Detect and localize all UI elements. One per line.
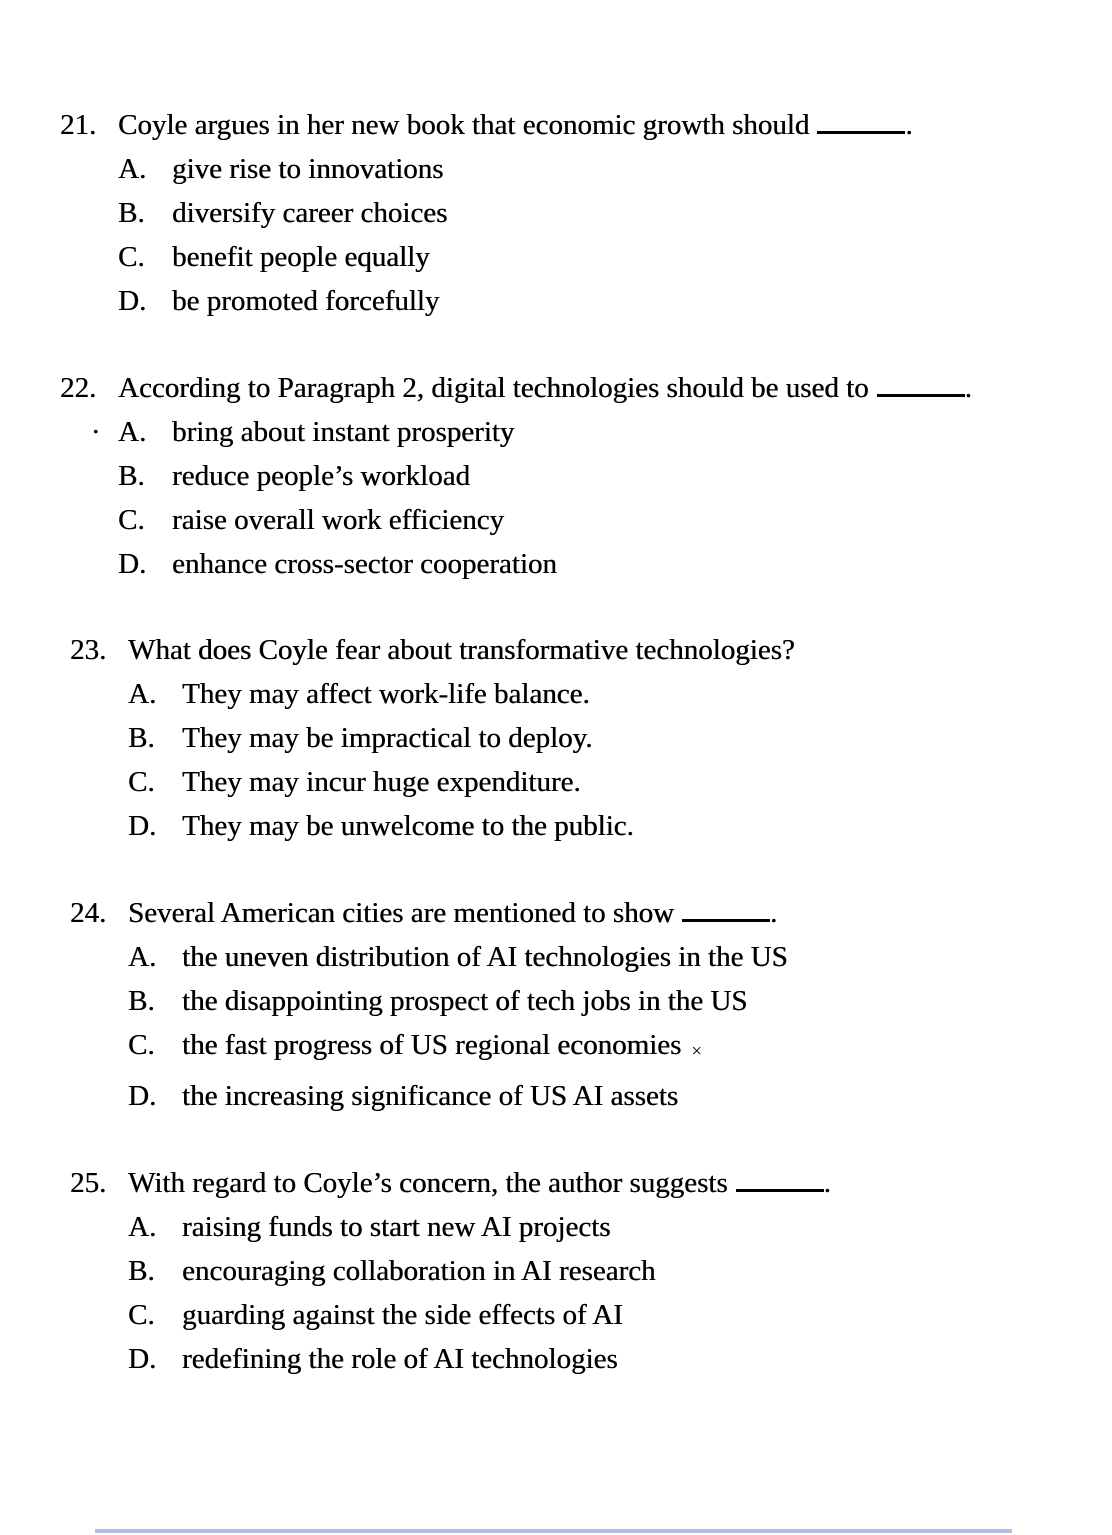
option-letter: A.: [128, 1211, 157, 1243]
option-text: give rise to innovations: [172, 153, 444, 185]
question-number: 23.: [70, 634, 107, 666]
question-number: 21.: [60, 109, 97, 141]
option-letter: C.: [118, 241, 145, 273]
option-text: They may be impractical to deploy.: [182, 722, 593, 754]
option-text: diversify career choices: [172, 197, 448, 229]
option-text: reduce people’s workload: [172, 460, 470, 492]
stem-suffix: .: [905, 109, 913, 141]
answer-blank: [817, 102, 905, 134]
option-text: guarding against the side effects of AI: [182, 1299, 623, 1331]
question-stem: With regard to Coyle’s concern, the author suggests: [128, 1167, 728, 1199]
option-text: raise overall work efficiency: [172, 504, 504, 536]
option-letter: B.: [128, 1255, 155, 1287]
option-letter: A.: [128, 678, 157, 710]
option-text: the fast progress of US regional economies: [182, 1029, 682, 1061]
option-text: encouraging collaboration in AI research: [182, 1255, 656, 1287]
option-text: the uneven distribution of AI technologies in the US: [182, 941, 788, 973]
question-stem: According to Paragraph 2, digital technologies should be used to: [118, 372, 869, 404]
answer-blank: [682, 890, 770, 922]
stem-suffix: .: [770, 897, 778, 929]
option-letter: B.: [128, 722, 155, 754]
option-row: [70, 716, 1082, 760]
option-text: They may be unwelcome to the public.: [182, 810, 634, 842]
question-stem-line: [60, 102, 1082, 147]
answer-blank: [736, 1160, 824, 1192]
option-row: [70, 672, 1082, 716]
option-row: [60, 279, 1082, 323]
question-23: [70, 628, 1082, 848]
option-row: [60, 235, 1082, 279]
footer-scan-rule: [95, 1529, 1012, 1533]
question-number: 22.: [60, 372, 97, 404]
option-letter: C.: [118, 504, 145, 536]
option-row: [60, 147, 1082, 191]
option-text: bring about instant prosperity: [172, 416, 515, 448]
option-letter: B.: [118, 460, 145, 492]
option-letter: C.: [128, 766, 155, 798]
option-row: [70, 935, 1082, 979]
question-24: [70, 890, 1082, 1118]
option-letter: D.: [128, 810, 157, 842]
option-row: [70, 1205, 1082, 1249]
stem-suffix: .: [964, 372, 972, 404]
option-row: [70, 804, 1082, 848]
option-row: [70, 1074, 1082, 1118]
question-21: [60, 102, 1082, 323]
question-22: [60, 365, 1082, 586]
option-letter: A.: [118, 153, 147, 185]
option-letter: B.: [118, 197, 145, 229]
option-letter: D.: [118, 548, 147, 580]
question-stem-line: [70, 1160, 1082, 1205]
option-row: [60, 454, 1082, 498]
option-text: enhance cross-sector cooperation: [172, 548, 557, 580]
stray-dot-mark: .: [92, 408, 100, 440]
stem-suffix: .: [823, 1167, 831, 1199]
option-letter: D.: [118, 285, 147, 317]
option-text: be promoted forcefully: [172, 285, 440, 317]
question-number: 25.: [70, 1167, 107, 1199]
option-row: [60, 191, 1082, 235]
option-text: the increasing significance of US AI assets: [182, 1080, 679, 1112]
option-row: [70, 979, 1082, 1023]
question-stem-line: [70, 628, 1082, 672]
option-text: They may incur huge expenditure.: [182, 766, 581, 798]
option-letter: A.: [128, 941, 157, 973]
option-text: the disappointing prospect of tech jobs in the US: [182, 985, 748, 1017]
stray-x-mark: ×: [691, 1041, 703, 1062]
question-stem-line: [60, 365, 1082, 410]
option-row: [60, 542, 1082, 586]
answer-blank: [877, 365, 965, 397]
question-number: 24.: [70, 897, 107, 929]
option-row: [70, 760, 1082, 804]
question-stem: Coyle argues in her new book that economic growth should: [118, 109, 810, 141]
option-text: raising funds to start new AI projects: [182, 1211, 611, 1243]
option-row: [60, 410, 1082, 454]
option-row: [70, 1293, 1082, 1337]
question-25: [70, 1160, 1082, 1381]
question-stem-line: [70, 890, 1082, 935]
option-letter: D.: [128, 1343, 157, 1375]
option-text: benefit people equally: [172, 241, 430, 273]
option-letter: C.: [128, 1299, 155, 1331]
option-letter: C.: [128, 1029, 155, 1061]
option-row: [70, 1023, 1082, 1074]
question-stem: What does Coyle fear about transformative technologies?: [128, 634, 795, 666]
option-letter: D.: [128, 1080, 157, 1112]
question-stem: Several American cities are mentioned to show: [128, 897, 674, 929]
option-row: [70, 1337, 1082, 1381]
option-text: redefining the role of AI technologies: [182, 1343, 618, 1375]
option-text: They may affect work-life balance.: [182, 678, 590, 710]
option-row: [70, 1249, 1082, 1293]
option-row: [60, 498, 1082, 542]
option-letter: B.: [128, 985, 155, 1017]
option-letter: A.: [118, 416, 147, 448]
